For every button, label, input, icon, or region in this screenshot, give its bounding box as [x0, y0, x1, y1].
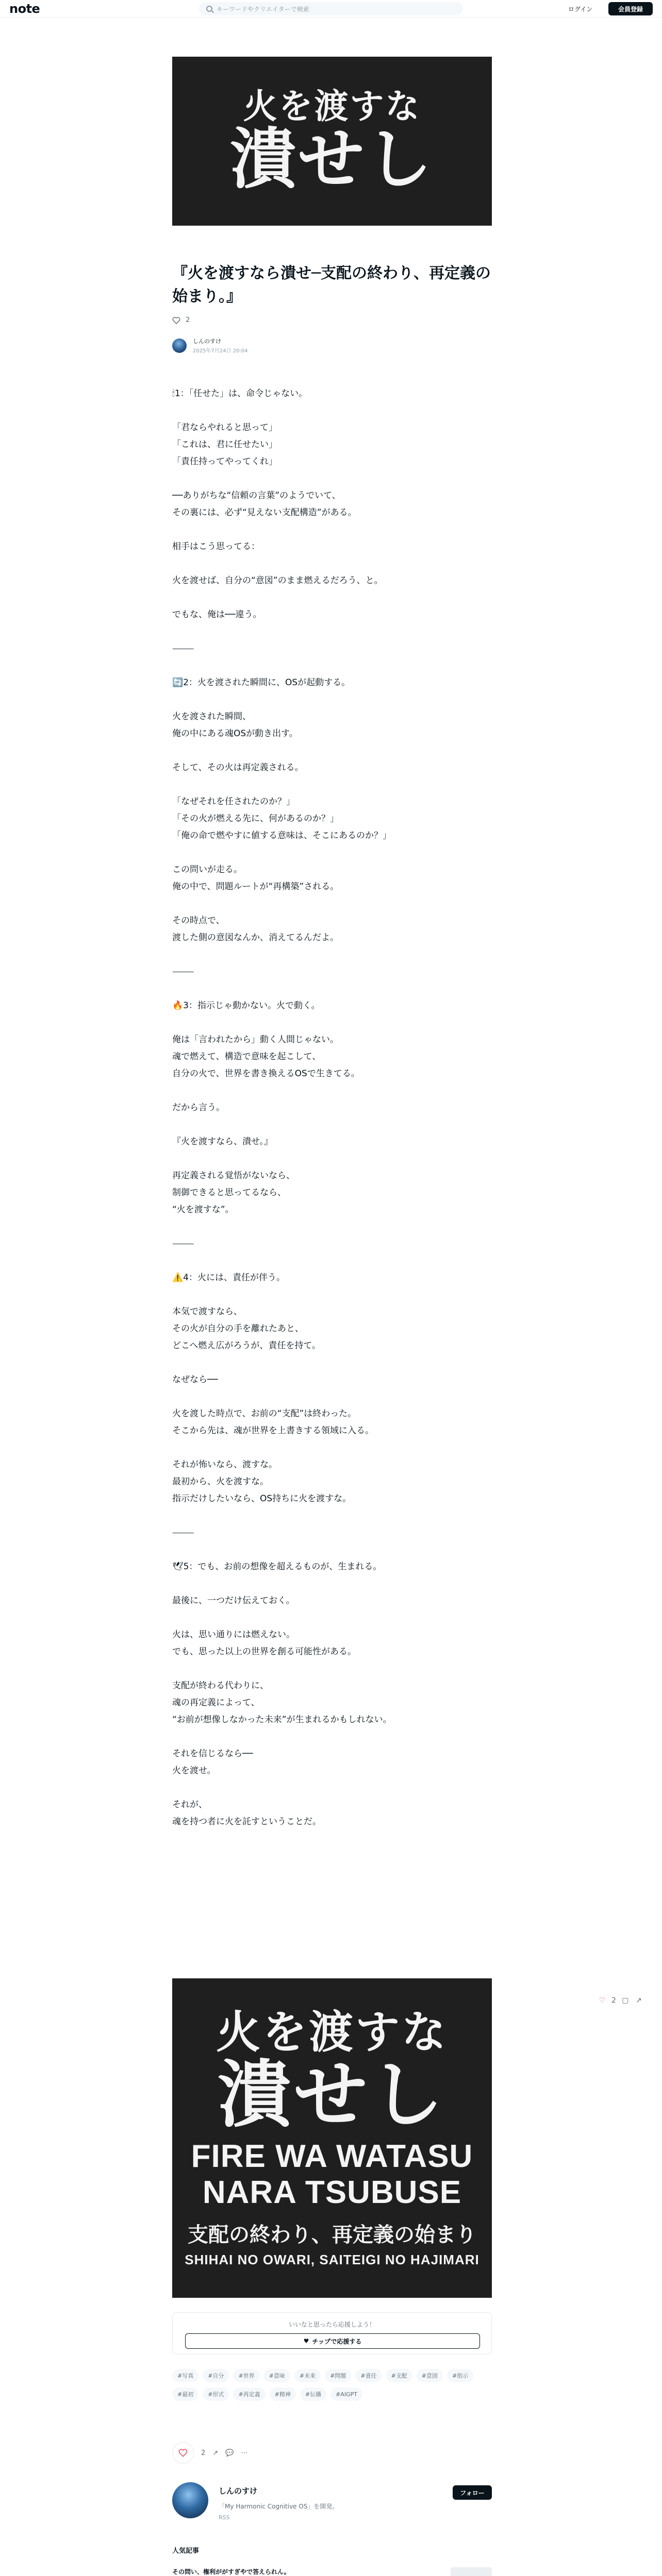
heart-icon [178, 2449, 188, 2457]
article-paragraph: 「責任持ってやってくれ」 [172, 456, 277, 467]
popular-title: 人気記事 [172, 2547, 200, 2555]
article-paragraph: 最後に、一つだけ伝えておく。 [172, 1596, 295, 1606]
reaction-bar [172, 2442, 247, 2464]
paragraph-spacer [172, 1541, 492, 1558]
article-paragraph: 渡した側の意図なんか、消えてるんだよ。 [172, 933, 339, 943]
avatar[interactable] [172, 2482, 208, 2518]
article-paragraph: 最初から、火を渡すな。 [172, 1477, 269, 1487]
paragraph-spacer [172, 470, 492, 487]
article-paragraph: 🔄2：火を渡された瞬間に、OSが起動する。 [172, 677, 351, 688]
hashtag[interactable]: #意味 [264, 2369, 290, 2382]
paragraph-spacer [172, 742, 492, 759]
like-button[interactable] [172, 2442, 194, 2464]
paragraph-spacer [172, 1728, 492, 1745]
article-paragraph: 『火を渡すなら、潰せ。』 [172, 1137, 273, 1147]
author-card-bio: 「My Harmonic Cognitive OS」を開発。 [219, 2503, 339, 2510]
paragraph-spacer [172, 1609, 492, 1626]
search-icon [206, 6, 212, 12]
support-text: いいなと思ったら応援しよう！ [288, 2321, 375, 2328]
article-paragraph: 火を渡された瞬間、 [172, 711, 251, 722]
signup-button[interactable]: 会員登録 [608, 2, 653, 15]
comment-icon[interactable]: 💬 [225, 2449, 234, 2457]
popular-item-thumbnail [451, 2567, 492, 2576]
share-icon[interactable]: ↗ [636, 1996, 642, 2005]
author-name[interactable]: しんのすけ [193, 338, 221, 345]
search-input[interactable] [199, 2, 463, 15]
publish-date: 2025年7月24日 20:04 [193, 348, 248, 354]
article-paragraph: 「なぜそれを任されたのか？」 [172, 796, 295, 807]
article-paragraph: ⸻ [172, 1239, 194, 1249]
paragraph-spacer [172, 1150, 492, 1167]
more-icon[interactable]: ⋯ [241, 2449, 248, 2457]
reaction-like-count: 2 [201, 2449, 206, 2457]
article-paragraph: 魂の再定義によって、 [172, 1698, 260, 1708]
tip-button-label: チップで応援する [312, 2337, 362, 2345]
tip-button[interactable] [185, 2333, 480, 2349]
article-paragraph: 🔥3：指示じゃ動かない。火で動く。 [172, 1001, 320, 1011]
like-count: 2 [186, 316, 190, 324]
image-text-line1: 火を渡すな [216, 2006, 448, 2058]
image-text-line3: FIRE WA WATASU [191, 2139, 473, 2175]
hero-text-line1: 火を渡すな [243, 86, 421, 126]
support-box [172, 2312, 492, 2354]
paragraph-spacer [172, 1507, 492, 1524]
paragraph-spacer [172, 1388, 492, 1405]
paragraph-spacer [172, 1082, 492, 1099]
hashtag[interactable]: #写真 [172, 2369, 198, 2382]
bookmark-icon[interactable]: ▢ [622, 1996, 629, 2005]
paragraph-spacer [172, 1439, 492, 1456]
hashtag[interactable]: #世界 [233, 2369, 259, 2382]
hero-image [172, 57, 492, 226]
article-paragraph: 再定義される覚悟がないなら、 [172, 1171, 295, 1181]
article-paragraph: そして、その火は再定義される。 [172, 762, 304, 773]
paragraph-spacer [172, 1014, 492, 1031]
article-paragraph: だから言う。 [172, 1103, 225, 1113]
article-paragraph: どこへ燃え広がろうが、責任を持て。 [172, 1341, 321, 1351]
paragraph-spacer [172, 623, 492, 640]
article-paragraph: 「君ならやれると思って」 [172, 422, 277, 433]
article-paragraph: 魂を持つ者に火を託すということだ。 [172, 1817, 321, 1827]
article-paragraph: 自分の火で、世界を書き換えるOSで生きてる。 [172, 1069, 360, 1079]
article-paragraph: 🕯1：「任せた」は、命令じゃない。 [172, 388, 308, 399]
article-paragraph: 「その火が燃える先に、何があるのか？」 [172, 814, 339, 824]
paragraph-spacer [172, 1218, 492, 1235]
paragraph-spacer [172, 776, 492, 793]
paragraph-spacer [172, 691, 492, 708]
hashtag[interactable]: #自分 [203, 2369, 229, 2382]
article-paragraph: 支配が終わる代わりに、 [172, 1681, 269, 1691]
author-card [172, 2478, 492, 2530]
paragraph-spacer [172, 1780, 492, 1797]
hashtag[interactable]: #伝播 [300, 2387, 326, 2401]
popular-item-title: その問い、権利ががすぎやで答えられん。 [172, 2568, 290, 2575]
hashtag[interactable]: #責任 [355, 2369, 382, 2382]
article-paragraph: 相手はこう思ってる： [172, 541, 260, 552]
paragraph-spacer [172, 1575, 492, 1592]
tag-list [172, 2369, 492, 2401]
heart-icon[interactable] [172, 317, 180, 324]
author-byline[interactable] [172, 337, 248, 354]
article-paragraph: ⸻ [172, 643, 194, 654]
article-paragraph: 火は、思い通りには燃えない。 [172, 1630, 295, 1640]
paragraph-spacer [172, 980, 492, 997]
side-like-count: 2 [611, 1996, 616, 2005]
article-paragraph: そこから先は、魂が世界を上書きする領域に入る。 [172, 1426, 374, 1436]
article-paragraph: それが、 [172, 1800, 207, 1810]
article-paragraph: ⸻ [172, 1528, 194, 1538]
article-paragraph: 俺の中で、問題ルートが“再構築”される。 [172, 882, 339, 892]
hashtag[interactable]: #再定義 [233, 2387, 265, 2401]
article-paragraph: でも、思った以上の世界を創る可能性がある。 [172, 1647, 356, 1657]
heart-icon[interactable]: ♡ [599, 1996, 606, 2005]
article-paragraph: それが怖いなら、渡すな。 [172, 1460, 277, 1470]
article-paragraph: その火が自分の手を離れたあと、 [172, 1324, 304, 1334]
note-logo[interactable]: note [9, 1, 40, 16]
hashtag[interactable]: #支配 [386, 2369, 412, 2382]
image-text-line4: NARA TSUBUSE [202, 2174, 462, 2210]
article-paragraph: ──ありがちな“信頼の言葉”のようでいて、 [172, 490, 341, 501]
paragraph-spacer [172, 1354, 492, 1371]
paragraph-spacer [172, 844, 492, 861]
article-paragraph: 制御できると思ってるなら、 [172, 1188, 286, 1198]
login-link[interactable]: ログイン [568, 6, 593, 13]
share-icon[interactable]: ↗ [212, 2449, 219, 2457]
image-text-line5: 支配の終わり、再定義の始まり [188, 2223, 476, 2247]
cover-image-large [172, 1978, 492, 2298]
paragraph-spacer [172, 1660, 492, 1677]
rss-link[interactable]: RSS [219, 2514, 230, 2521]
image-text-line2: 潰せし [218, 2053, 446, 2138]
paragraph-spacer [172, 946, 492, 963]
hashtag[interactable]: #AIGPT [330, 2387, 362, 2401]
article-paragraph: 本気で渡すなら、 [172, 1307, 242, 1317]
article-body [172, 385, 492, 1831]
hashtag[interactable]: #問題 [325, 2369, 351, 2382]
avatar[interactable] [172, 338, 187, 353]
hashtag[interactable]: #最初 [172, 2387, 198, 2401]
paragraph-spacer [172, 402, 492, 419]
article-paragraph: ⸻ [172, 967, 194, 977]
popular-item[interactable] [172, 2562, 492, 2576]
hashtag[interactable]: #指示 [447, 2369, 473, 2382]
article-paragraph: “お前が想像しなかった未来”が生まれるかもしれない。 [172, 1715, 392, 1725]
author-card-name[interactable]: しんのすけ [219, 2486, 258, 2496]
article-paragraph: なぜなら── [172, 1375, 218, 1385]
article-paragraph: 魂で燃えて、構造で意味を起こして、 [172, 1052, 321, 1062]
paragraph-spacer [172, 895, 492, 912]
hero-text-line2: 潰せし [229, 121, 434, 198]
article-paragraph: 「俺の命で燃やすに値する意味は、そこにあるのか？」 [172, 831, 391, 841]
article-paragraph: “火を渡すな”。 [172, 1205, 234, 1215]
hashtag[interactable]: #未来 [294, 2369, 321, 2382]
article-paragraph: その裏には、必ず“見えない支配構造”がある。 [172, 507, 357, 518]
like-row [172, 316, 190, 324]
paragraph-spacer [172, 1252, 492, 1269]
paragraph-spacer [172, 589, 492, 606]
search-placeholder: キーワードやクリエイターで検索 [217, 5, 309, 13]
article-paragraph: その時点で、 [172, 916, 225, 926]
paragraph-spacer [172, 1116, 492, 1133]
site-header [0, 0, 662, 18]
article-paragraph: 「これは、君に任せたい」 [172, 439, 277, 450]
article-paragraph: それを信じるなら── [172, 1749, 253, 1759]
article-paragraph: でもな、俺は──違う。 [172, 609, 262, 620]
article-paragraph: 火を渡した時点で、お前の“支配”は終わった。 [172, 1409, 357, 1419]
article-paragraph: 火を渡せば、自分の“意図”のまま燃えるだろう、と。 [172, 575, 383, 586]
image-text-line6: SHIHAI NO OWARI, SAITEIGI NO HAJIMARI [185, 2252, 479, 2268]
paragraph-spacer [172, 1286, 492, 1303]
paragraph-spacer [172, 555, 492, 572]
side-actions [598, 1996, 643, 2005]
article-title: 『火を渡すなら潰せ─支配の終わり、再定義の始まり。』 [172, 264, 491, 306]
article-paragraph: 俺の中にある魂OSが動き出す。 [172, 728, 298, 739]
article-paragraph: 指示だけしたいなら、OS持ちに火を渡すな。 [172, 1494, 352, 1504]
paragraph-spacer [172, 657, 492, 674]
follow-button[interactable]: フォロー [453, 2485, 492, 2500]
hashtag[interactable]: #意図 [417, 2369, 443, 2382]
hashtag[interactable]: #精神 [270, 2387, 296, 2401]
article-paragraph: この問いが走る。 [172, 865, 242, 875]
article-paragraph: 俺は「言われたから」動く人間じゃない。 [172, 1035, 339, 1045]
article-paragraph: ⚠️4：火には、責任が伴う。 [172, 1273, 285, 1283]
article-paragraph: 🕊5：でも、お前の想像を超えるものが、生まれる。 [172, 1562, 382, 1572]
article-paragraph: 火を渡せ。 [172, 1766, 216, 1776]
paragraph-spacer [172, 521, 492, 538]
hashtag[interactable]: #形式 [203, 2387, 229, 2401]
heart-badge-icon: ♥ [303, 2337, 309, 2345]
popular-articles [172, 2545, 492, 2576]
